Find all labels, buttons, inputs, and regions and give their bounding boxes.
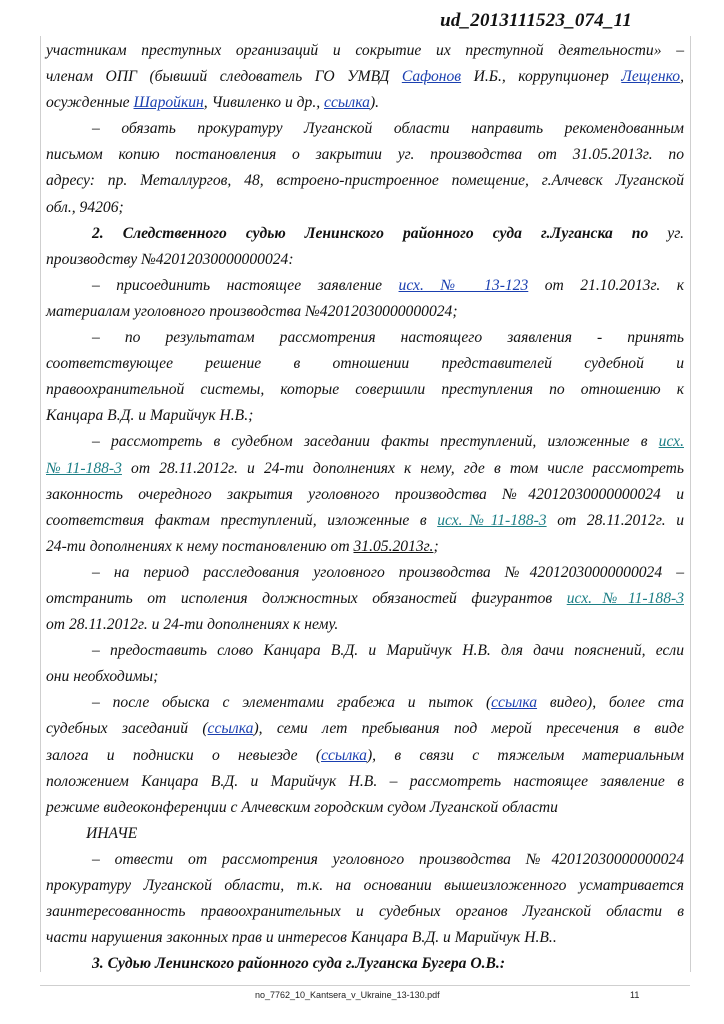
text-line-18: законность очередного закрытия уголовного производства №42012030000000024 и [46,485,684,503]
text-line-29: положением Канцара В.Д. и Марийчук Н.В. – рассмотреть настоящее заявление в [46,772,684,790]
text-line-16 [46,429,684,455]
text-segment: членам ОПГ (бывший следователь ГО УМВД [46,68,402,86]
link-ssylka-hearings[interactable]: ссылка [207,720,254,738]
link-ref-11-188-3[interactable]: №11-188-3 [46,459,122,477]
text-segment: ), семи лет пребывания под мерой пресечения в виде [253,720,684,738]
text-segment: – присоединить настоящее заявление [92,276,399,294]
text-line-26 [46,690,684,716]
link-safonov[interactable]: Сафонов [401,68,462,86]
text-line-6: адресу: пр. Металлургов, 48, встроено-пристроенное помещение, г.Алчевск Луганской [46,172,684,190]
link-leshchenko[interactable]: Лещенко [621,68,681,86]
text-line-13: соответствующее решение в отношении представителей судебной и [46,355,684,373]
text-line-12: – по результатам рассмотрения настоящего заявления - принять [92,329,684,347]
text-line-7: обл., 94206; [46,198,124,216]
section-heading-2: 2. Следственного судью Ленинского районного суда г.Луганска по [92,224,649,242]
document-id-header: ud_2013111523_074_11 [440,10,632,31]
link-ref-11-188-3-part[interactable]: исх. [658,433,684,451]
text-line-32: – отвести от рассмотрения уголовного производства №42012030000000024 [92,850,684,868]
text-line-36 [46,951,684,977]
text-line-31: ИНАЧЕ [86,824,138,842]
text-segment: ). [369,94,380,112]
link-ref-11-188-3[interactable]: исх.№11-188-3 [566,589,684,607]
text-segment: И.Б., коррупционер [461,68,622,86]
text-segment: соответствия фактам преступлений, изложенные в [46,511,438,529]
text-line-9: производству №42012030000000024: [46,250,294,268]
link-sharoikin[interactable]: Шаройкин [133,94,204,112]
left-margin-line [40,36,41,972]
text-segment: , [680,68,684,86]
text-line-28 [46,743,684,769]
link-ref-11-188-3[interactable]: исх.№11-188-3 [437,511,547,529]
section-heading-3: 3. Судью Ленинского районного суда г.Луганска Бугера О.В.: [92,955,506,973]
text-line-24: – предоставить слово Канцара В.Д. и Марийчук Н.В. для дачи пояснений, если [92,642,684,660]
text-line-3 [46,90,684,116]
text-segment: – после обыска с элементами грабежа и пыток ( [92,694,492,712]
text-segment: отстранить от исполения должностных обязаностей фигурантов [46,589,567,607]
text-line-17 [46,456,684,482]
footer-filename: no_7762_10_Kantsera_v_Ukraine_13-130.pdf [255,990,440,1000]
text-segment: от 28.11.2012г. и [546,511,684,529]
text-line-30: режиме видеоконференции с Алчевским городским судом Луганской области [46,798,558,816]
text-line-23: от 28.11.2012г. и 24-ти дополнениях к нему. [46,616,339,634]
text-segment: – рассмотреть в судебном заседании факты преступлений, изложенные в [92,433,659,451]
text-line-21: – на период расследования уголовного производства №42012030000000024 – [92,563,684,581]
text-line-15: Канцара В.Д. и Марийчук Н.В.; [46,407,254,425]
text-segment: от 21.10.2013г. к [528,276,684,294]
text-line-35: части нарушения законных прав и интересов Канцара В.Д. и Марийчук Н.В.. [46,929,557,947]
text-line-33: прокуратуру Луганской области, т.к. на основании вышеизложенного усматривается [46,877,684,894]
document-body [46,38,684,977]
text-line-20 [46,534,684,560]
text-segment: от 28.11.2012г. и 24-ти дополнениях к нему, где в том числе рассмотреть [121,459,685,477]
text-line-2 [46,64,684,90]
text-segment: , Чивиленко и др., [203,94,325,112]
text-segment: ), в связи с тяжелым материальным [366,746,684,764]
text-segment: ; [433,537,439,555]
text-line-34: заинтересованность правоохранительных и судебных органов Луганской области в [46,903,684,921]
page-footer [40,985,690,1000]
text-line-19 [46,508,684,534]
underlined-date: 31.05.2013г. [353,537,434,555]
text-segment: видео), более ста [537,694,684,712]
text-line-27 [46,716,684,742]
text-segment: осужденные [46,94,134,112]
text-line-22 [46,586,684,612]
text-segment: 24-ти дополнениях к нему постановлению от [46,537,354,555]
link-ssylka[interactable]: ссылка [324,94,370,112]
right-margin-line [690,36,691,972]
page-number: 11 [630,990,640,1000]
text-line-4: – обязать прокуратуру Луганской области направить рекомендованным [92,120,684,138]
text-line-8 [46,221,684,247]
text-line-11: материалам уголовного производства №42012030000000024; [46,302,458,320]
link-ssylka-bail[interactable]: ссылка [321,746,367,764]
text-line-5: письмом копию постановления о закрытии уг. производства от 31.05.2013г. по [46,146,684,164]
text-line-1: участникам преступных организаций и сокрытие их преступной деятельности» – [46,42,684,59]
link-ref-13-123[interactable]: исх. № 13-123 [398,276,529,294]
text-segment: уг. [648,224,684,242]
text-segment: залога и подниски о невыезде ( [46,746,322,764]
text-line-10 [46,273,684,299]
link-ssylka-video[interactable]: ссылка [491,694,538,712]
text-segment: судебных заседаний ( [46,720,208,738]
text-line-25: они необходимы; [46,668,159,686]
text-line-14: правоохранительной системы, которые совершили преступления по отношению к [46,381,684,399]
